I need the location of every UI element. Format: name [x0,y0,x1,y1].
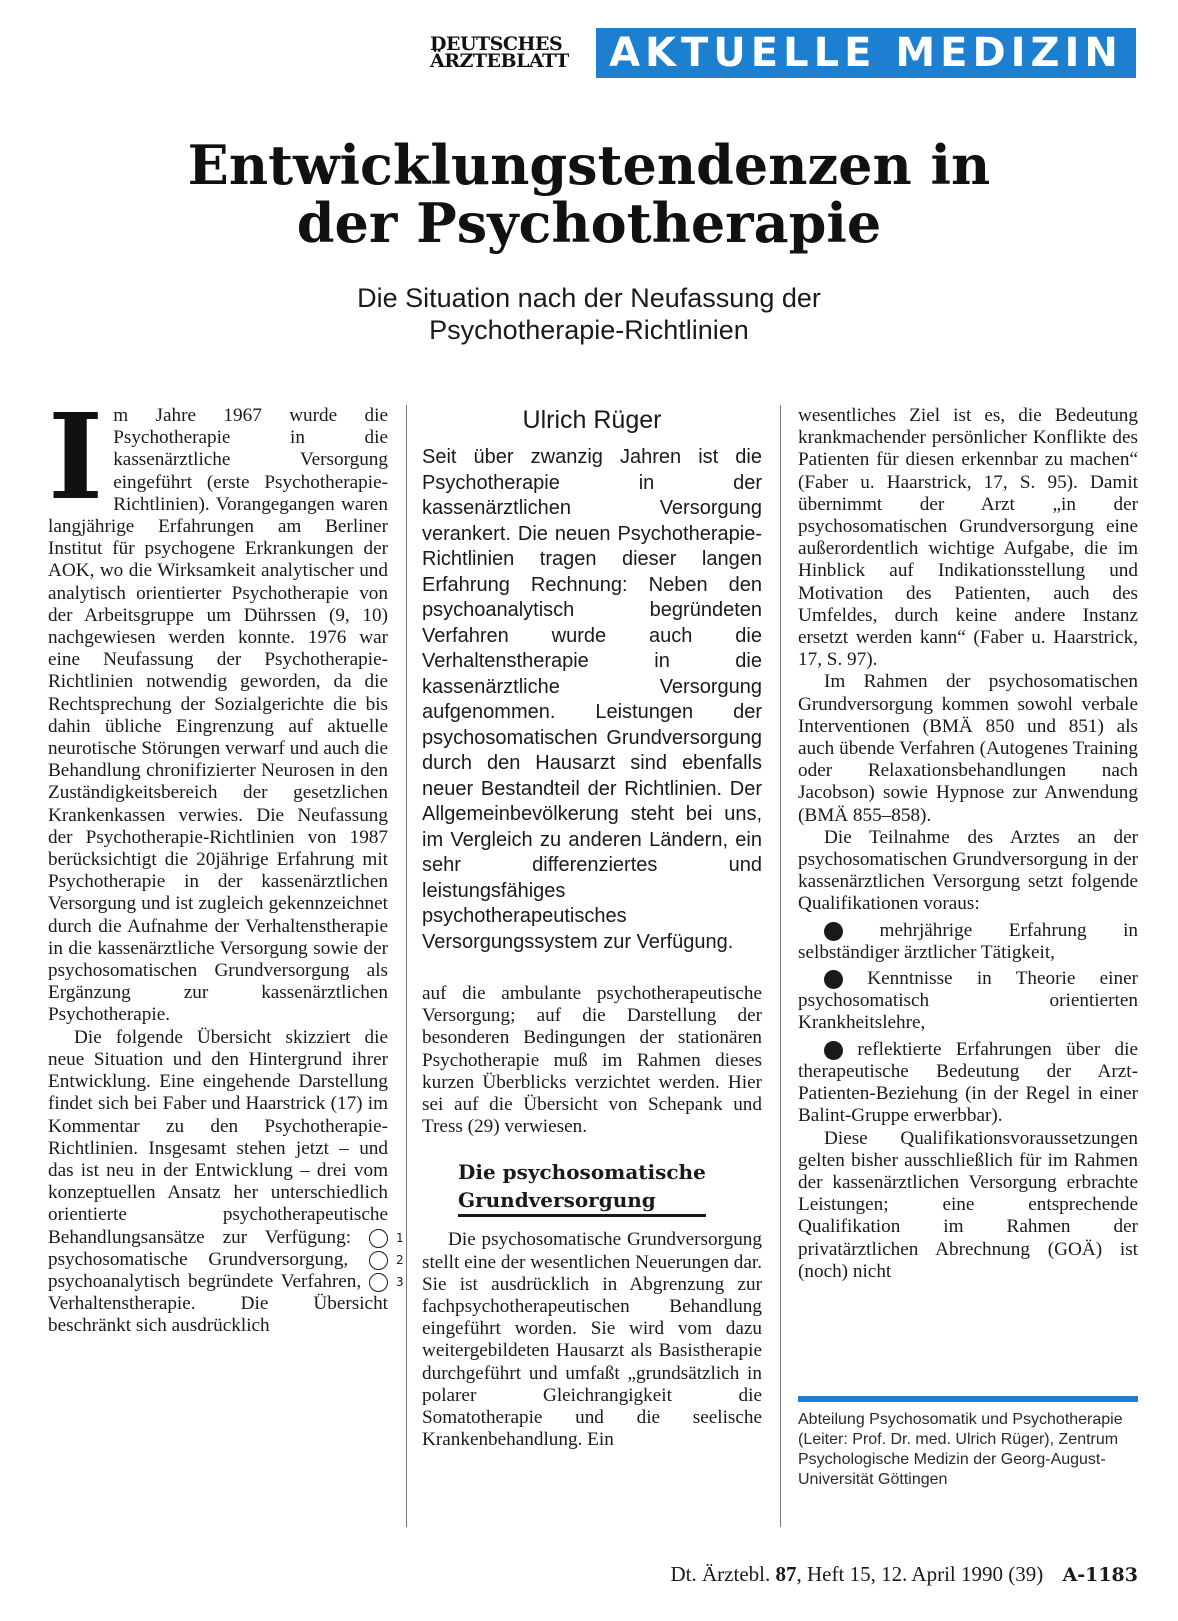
column-1 [48,387,404,1338]
column-rule-2 [780,405,781,1527]
list-item-text: Kenntnisse in Theorie einer psychosomatisch orientierten Krankheitslehre, [798,968,1139,1034]
page-header [430,28,1150,80]
circled-number-1-icon: 1 [369,1229,388,1248]
drop-cap: I [48,387,104,526]
author-name: Ulrich Rüger [522,406,662,434]
column-2 [422,405,762,1451]
list-item-text: mehrjährige Erfahrung in selbständiger ärztlicher Tätigkeit, [798,919,1138,963]
column-3 [798,405,1138,1283]
intro-paragraph [48,387,388,1027]
overview-text-a: Die folgende Übersicht skizziert die neue Situation und den Hintergrund ihrer Entwicklung. Eine eingehende Darstellung findet sich bei Faber und Haarstrick (17) im Kommentar zu den Psychotherapie-Richtlinien. Insgesamt stehen jetzt – und das ist neu in der Entwicklung – drei vom konzeptuellen Ansatz her unterschiedlich orientierte psychotherapeutische Behandlungsansätze zur Verfügung: [48,1026,388,1248]
abstract: Seit über zwanzig Jahren ist die Psychotherapie in der kassenärztlichen Versorgung verankert. Die neuen Psychotherapie-Richtlinien tragen dieser langen Erfahrung Rechnung: Neben den psychoanalytisch begründeten Verfahren wurde auch die Verhaltenstherapie in die kassenärztliche Versorgung aufgenommen. Leistungen der psychosomatischen Grundversorgung durch den Hausarzt sind ebenfalls neuer Bestandteil der Richtlinien. Der Allgemeinbevölkerung steht bei uns, im Vergleich zu anderen Ländern, ein sehr differenziertes und leistungsfähiges psychotherapeutisches Versorgungssystem zur Verfügung. [422,446,762,953]
article-subtitle [0,282,1178,346]
title-line2: der Psychotherapie [296,191,882,255]
section-heading-line1: Die psychosomatische [458,1160,706,1185]
subtitle-line1: Die Situation nach der Neufassung der [357,283,821,313]
subtitle-line2: Psychotherapie-Richtlinien [429,315,749,345]
masthead-line1: DEUTSCHES [430,33,563,55]
title-line1: Entwicklungstendenzen in [187,133,991,197]
intro-text: m Jahre 1967 wurde die Psychotherapie in die kassenärztliche Versorgung eingeführt (erste Psychotherapie-Richtlinien). Vorangegangen waren langjährige Erfahrungen am Berliner Institut für psychogene Erkrankungen der AOK, wo die Wirksamkeit analytischer und analytisch orientierter Psychotherapie von der Arbeitsgruppe um Dührssen (9, 10) nachgewiesen werden konnte. 1976 war eine Neufassung der Psychotherapie-Richtlinien notwendig geworden, da die Rechtsprechung der Sozialgerichte die bis dahin übliche Eingrenzung auf aktuelle neurotische Störungen verwarf und auch die Behandlung chronifizierter Neurosen in den Zuständigkeitsbereich der gesetzlichen Krankenkassen verwies. Die Neufassung der Psychotherapie-Richtlinien von 1987 berücksichtigt die 20jährige Erfahrung mit Psychotherapie in der kassenärztlichen Versorgung und ist zugleich gekennzeichnet durch die Aufnahme der Verhaltenstherapie in die kassenärztliche Versorgung sowie der psychosomatischen Grundversorgung als Ergänzung zur kassenärztlichen Psychotherapie. [48,405,388,1026]
footer-volume: 87 [775,1562,797,1586]
footer-page-number: A-1183 [1062,1564,1138,1586]
list-item [798,920,1138,964]
section-heading [458,1158,706,1217]
section-rubric: AKTUELLE MEDIZIN [596,28,1136,78]
col2-paragraph-2: Die psychosomatische Grundversorgung stellt eine der wesentlichen Neuerungen dar. Sie ist ausdrücklich in Abgrenzung zur fachpsychotherapeutischen Behandlung eingeführt worden. Sie wird vom dazu weitergebildeten Hausarzt als Basistherapie durchgeführt und umfaßt „grundsätzlich in polarer Gleichrangigkeit die Somatotherapie und die seelische Krankenbehandlung. Ein [422,1229,762,1451]
col3-paragraph-2: Im Rahmen der psychosomatischen Grundversorgung kommen sowohl verbale Interventionen (BMÄ 850 und 851) als auch übende Verfahren (Autogenes Training oder Relaxationsbehandlungen nach Jacobson) sowie Hypnose zur Anwendung (BMÄ 855–858). [798,671,1138,826]
author-affiliation: Abteilung Psychosomatik und Psychotherapie (Leiter: Prof. Dr. med. Ulrich Rüger), Zentrum Psychologische Medizin der Georg-August-Universität Göttingen [798,1411,1123,1488]
overview-text-d: Verhaltenstherapie. Die Übersicht beschränkt sich ausdrücklich [48,1293,388,1337]
masthead-line2: ÄRZTEBLATT [430,50,569,72]
col3-paragraph-3: Die Teilnahme des Arztes an der psychosomatischen Grundversorgung in der kassenärztlichen Versorgung setzt folgende Qualifikationen voraus: [798,826,1138,915]
col2-paragraph-1: auf die ambulante psychotherapeutische Versorgung; auf die Darstellung der besonderen Bedingungen der stationären Psychotherapie muß im Rahmen dieses kurzen Überblicks verzichtet werden. Hier sei auf die Übersicht von Schepank und Tress (29) verwiesen. [422,983,762,1138]
list-item-text: reflektierte Erfahrungen über die therapeutische Bedeutung der Arzt-Patienten-Beziehung (in der Regel in einer Balint-Gruppe erwerbbar). [798,1038,1139,1127]
circled-number-3-icon: 3 [369,1273,388,1292]
footer-journal: Dt. Ärztebl. [670,1562,771,1586]
list-item [798,968,1138,1035]
article-title [0,133,1178,255]
column-rule-1 [406,405,407,1527]
section-heading-line2: Grundversorgung [458,1188,656,1213]
col3-paragraph-4: Diese Qualifikationsvoraussetzungen gelten bisher ausschließlich für im Rahmen der kassenärztlichen Versorgung erbrachte Leistungen; eine entsprechende Qualifikation im Rahmen der privatärztlichen Abrechnung (GOÄ) ist (noch) nicht [798,1127,1138,1282]
overview-text-b: psychosomatische Grundversorgung, [48,1248,349,1270]
filled-number-2-icon: 2 [824,970,843,989]
filled-number-3-icon: 3 [824,1041,843,1060]
page-footer [671,1562,1138,1587]
overview-text-c: psychoanalytisch begründete Verfahren, [48,1270,362,1292]
col3-paragraph-1: wesentliches Ziel ist es, die Bedeutung krankmachender persönlicher Konflikte des Patienten für diesen erkennbar zu machen“ (Faber u. Haarstrick, 17, S. 95). Damit übernimmt der Arzt „in der psychosomatischen Grundversorgung eine außerordentlich wichtige Aufgabe, die im Hinblick auf Indikationsstellung und Motivation des Patienten, auch des Umfeldes, durch keine andere Instanz ersetzt werden kann“ (Faber u. Haarstrick, 17, S. 97). [798,405,1138,671]
journal-masthead [430,33,580,72]
footer-issue: , Heft 15, 12. April 1990 (39) [796,1562,1044,1586]
overview-paragraph [48,1026,404,1338]
circled-number-2-icon: 2 [369,1251,388,1270]
affiliation-divider [798,1396,1138,1402]
filled-number-1-icon: 1 [824,922,843,941]
list-item [798,1039,1138,1128]
